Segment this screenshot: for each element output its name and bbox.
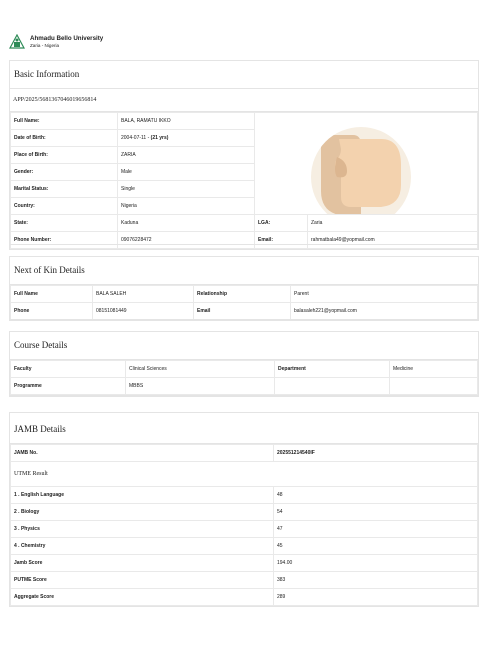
field-value: rahmatbala49@yopmail.com <box>308 232 478 249</box>
table-row <box>11 521 478 538</box>
jamb-number-table <box>10 444 478 462</box>
field-label: Phone Number: <box>11 232 118 249</box>
field-value: Male <box>118 164 255 181</box>
field-value: Nigeria <box>118 198 255 215</box>
field-value: Medicine <box>390 361 478 378</box>
field-label: Relationship <box>194 286 291 303</box>
field-label: Email <box>194 303 291 320</box>
score-value: 289 <box>274 589 478 606</box>
jamb-details-card <box>9 412 479 607</box>
table-row <box>11 445 478 462</box>
subject-score: 48 <box>274 487 478 504</box>
field-label: Full Name: <box>11 113 118 130</box>
field-label: LGA: <box>255 215 308 232</box>
course-details-card <box>9 331 479 396</box>
score-value: 194.00 <box>274 555 478 572</box>
subject-label: 3 . Physics <box>11 521 274 538</box>
basic-info-title: Basic Information <box>10 61 478 89</box>
university-logo-icon <box>9 34 25 50</box>
table-row <box>11 215 478 232</box>
photo-cell <box>255 113 478 215</box>
subject-label: 1 . English Language <box>11 487 274 504</box>
field-label: Department <box>275 361 390 378</box>
field-label: Phone <box>11 303 93 320</box>
field-value: balasaleh221@yopmail.com <box>291 303 478 320</box>
university-name: Ahmadu Bello University <box>30 35 104 42</box>
table-row <box>11 113 478 130</box>
field-value: BALA, RAMATU IKKO <box>118 113 255 130</box>
subject-score: 54 <box>274 504 478 521</box>
table-row <box>11 504 478 521</box>
table-row <box>11 286 478 303</box>
field-value: 08151081449 <box>93 303 194 320</box>
utme-result-title: UTME Result <box>10 462 478 486</box>
field-label: Marital Status: <box>11 181 118 198</box>
table-row <box>11 572 478 589</box>
basic-info-table <box>10 112 478 249</box>
table-row <box>11 303 478 320</box>
utme-result-table <box>10 486 478 606</box>
next-of-kin-title: Next of Kin Details <box>10 257 478 285</box>
field-value: Single <box>118 181 255 198</box>
age-value: (21 yrs) <box>150 135 169 141</box>
subject-label: 2 . Biology <box>11 504 274 521</box>
table-row <box>11 232 478 249</box>
field-label: JAMB No. <box>11 445 274 462</box>
section-divider <box>9 396 479 397</box>
subject-score: 47 <box>274 521 478 538</box>
table-row <box>11 378 478 395</box>
next-of-kin-card <box>9 256 479 321</box>
next-of-kin-table <box>10 285 478 320</box>
field-value: Parent <box>291 286 478 303</box>
section-divider <box>9 244 479 245</box>
subject-score: 45 <box>274 538 478 555</box>
jamb-details-title: JAMB Details <box>10 413 478 444</box>
field-value: Zaria <box>308 215 478 232</box>
subject-label: 4 . Chemistry <box>11 538 274 555</box>
field-value: ZARIA <box>118 147 255 164</box>
profile-photo-icon <box>311 127 411 215</box>
field-value: BALA SALEH <box>93 286 194 303</box>
field-value: Clinical Sciences <box>126 361 275 378</box>
table-row <box>11 589 478 606</box>
empty-cell <box>390 378 478 395</box>
score-label: Jamb Score <box>11 555 274 572</box>
field-value: Kaduna <box>118 215 255 232</box>
field-label: Programme <box>11 378 126 395</box>
table-row <box>11 487 478 504</box>
field-value <box>118 130 255 147</box>
field-label: Country: <box>11 198 118 215</box>
field-label: Date of Birth: <box>11 130 118 147</box>
empty-cell <box>275 378 390 395</box>
dob-value: 2004-07-11 - <box>121 135 151 141</box>
score-label: Aggregate Score <box>11 589 274 606</box>
table-row <box>11 538 478 555</box>
field-label: Gender: <box>11 164 118 181</box>
field-label: Email: <box>255 232 308 249</box>
section-divider <box>9 319 479 320</box>
field-value: 202551214540IF <box>274 445 478 462</box>
course-details-table <box>10 360 478 395</box>
field-label: Place of Birth: <box>11 147 118 164</box>
field-value: MBBS <box>126 378 275 395</box>
field-label: Faculty <box>11 361 126 378</box>
basic-info-card <box>9 60 479 250</box>
score-value: 383 <box>274 572 478 589</box>
application-number: APP/2025/5681367046019656814 <box>10 89 478 112</box>
table-row <box>11 361 478 378</box>
university-location: Zaria - Nigeria <box>30 43 60 48</box>
field-value: 09076228472 <box>118 232 255 249</box>
score-label: PUTME Score <box>11 572 274 589</box>
field-label: State: <box>11 215 118 232</box>
table-row <box>11 555 478 572</box>
page-header <box>9 32 103 52</box>
field-label: Full Name <box>11 286 93 303</box>
course-details-title: Course Details <box>10 332 478 360</box>
